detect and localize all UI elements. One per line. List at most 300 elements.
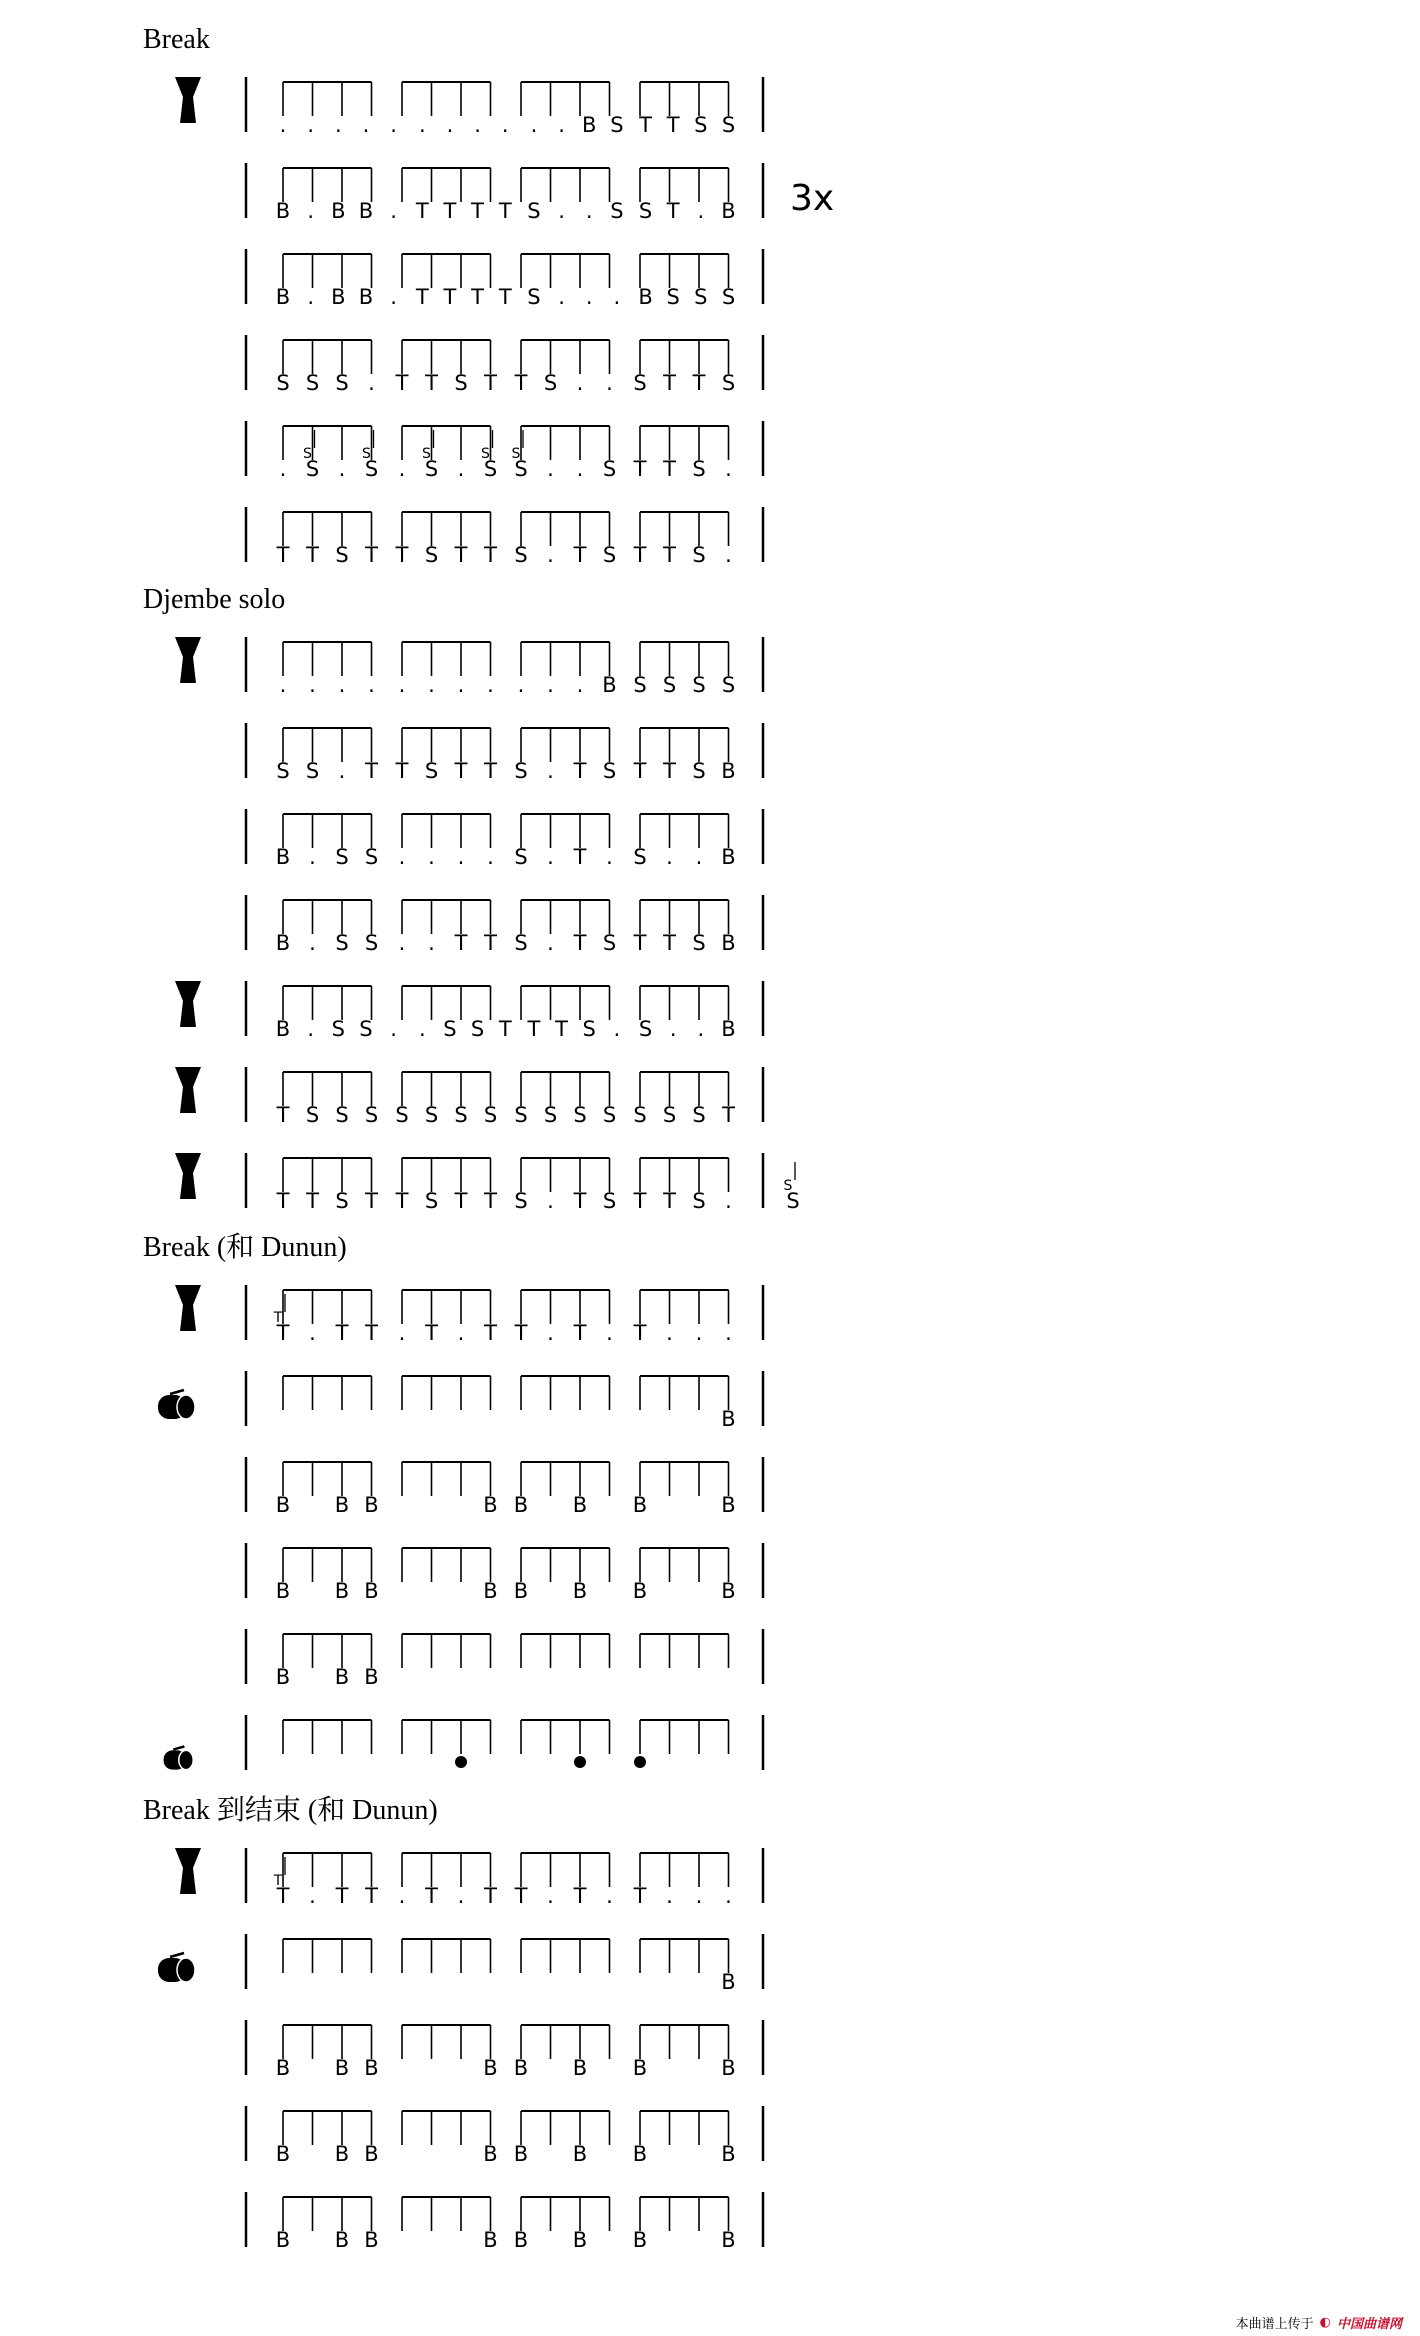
stroke-symbol: S [692,457,706,481]
stroke-symbol: S [276,371,290,395]
stroke-symbol: S [633,845,647,869]
stroke-symbol: S [335,1103,349,1127]
stroke-symbol: S [305,457,320,481]
stroke-symbol: B [364,2228,379,2252]
notation-row [246,421,763,481]
stroke-symbol: B [721,1493,736,1517]
stroke-symbol: S [633,673,647,697]
notation-row [246,163,834,223]
stroke-symbol: S [514,1103,528,1127]
stroke-symbol: . [390,199,397,223]
stroke-symbol: T [395,1189,409,1213]
stroke-symbol: S [359,1017,373,1041]
stroke-symbol: B [513,1579,529,1603]
stroke-symbol: B [721,2142,736,2166]
stroke-symbol: . [530,113,538,137]
stroke-symbol: S [602,759,617,783]
stroke-symbol: B [275,285,291,309]
stroke-symbol: B [275,2228,291,2252]
stroke-symbol: . [398,673,406,697]
stroke-symbol: . [487,673,494,697]
stroke-symbol: T [365,1189,378,1213]
stroke-symbol: . [666,845,673,869]
stroke-symbol: S [694,113,708,137]
stroke-symbol: T [306,1189,319,1213]
stroke-symbol: . [725,1884,732,1908]
stroke-symbol: . [307,1017,314,1041]
stroke-symbol: . [338,673,346,697]
stroke-symbol: . [547,457,554,481]
stroke-symbol: . [368,371,375,395]
djembe-icon [175,77,201,123]
stroke-symbol: T [365,1321,378,1345]
stroke-symbol: . [307,113,314,137]
stroke-symbol: T [454,931,468,955]
stroke-symbol: T [484,543,497,567]
footer [1236,2313,1402,2332]
stroke-symbol: T [722,1103,735,1127]
stroke-symbol: T [498,1017,512,1041]
stroke-symbol: B [364,2056,379,2080]
stroke-symbol: B [275,2142,291,2166]
stroke-symbol: . [398,931,406,955]
grace-note: S [422,446,431,462]
dunun-icon [158,1390,195,1419]
stroke-symbol: . [547,1884,554,1908]
stroke-symbol: T [527,1017,541,1041]
stroke-symbol: T [454,543,468,567]
stroke-symbol: . [338,759,346,783]
notation-row [246,895,763,955]
stroke-symbol: T [365,1884,378,1908]
stroke-symbol: B [721,199,736,223]
stroke-symbol: . [390,285,397,309]
stroke-symbol: T [276,1884,290,1908]
notation-row [246,2106,763,2166]
stroke-symbol: S [364,457,379,481]
section-title: Djembe solo [143,584,286,615]
stroke-symbol: S [602,1103,617,1127]
stroke-symbol: B [513,2228,529,2252]
stroke-symbol: . [558,199,565,223]
stroke-symbol: . [613,1017,621,1041]
stroke-symbol: B [721,2056,736,2080]
stroke-symbol: S [721,673,736,697]
stroke-symbol: S [305,1103,320,1127]
stroke-symbol: T [573,1884,587,1908]
stroke-symbol: S [514,543,528,567]
grace-note: S [783,1178,793,1194]
stroke-symbol: S [692,759,706,783]
stroke-symbol: T [484,1189,497,1213]
stroke-symbol: B [572,1493,588,1517]
stroke-symbol: T [692,371,706,395]
grace-note: S [362,446,371,462]
stroke-symbol: S [527,199,541,223]
stroke-symbol: B [721,2228,736,2252]
stroke-symbol: B [275,845,291,869]
dunun-icon [164,1746,194,1769]
stroke-symbol: S [692,1189,706,1213]
stroke-symbol: S [527,285,541,309]
stroke-symbol: . [428,673,435,697]
stroke-symbol: S [424,1103,439,1127]
notation-row [175,77,763,137]
stroke-symbol: . [457,673,465,697]
stroke-symbol: B [513,1493,529,1517]
stroke-symbol: B [572,2056,588,2080]
stroke-symbol: S [395,1103,409,1127]
stroke-symbol: T [573,845,587,869]
stroke-symbol: B [275,1665,291,1689]
stroke-symbol: S [514,931,528,955]
stroke-symbol: T [425,1321,438,1345]
stroke-symbol: S [602,1189,617,1213]
stroke-symbol: B [364,2142,379,2166]
stroke-symbol: B [602,673,617,697]
stroke-symbol: B [275,2056,291,2080]
stroke-symbol: B [331,199,346,223]
stroke-symbol: . [309,1321,316,1345]
stroke-symbol: T [633,1321,647,1345]
stroke-symbol: B [721,931,736,955]
stroke-symbol: . [695,1321,703,1345]
djembe-icon [175,637,201,683]
stroke-symbol: . [362,113,370,137]
stroke-symbol: S [692,1103,706,1127]
stroke-symbol: S [335,1189,349,1213]
stroke-symbol: T [633,931,647,955]
stroke-symbol: T [663,931,676,955]
grace-note: T [273,1873,283,1889]
stroke-symbol: S [424,543,439,567]
stroke-symbol: S [602,457,617,481]
stroke-symbol: S [483,457,498,481]
stroke-symbol: B [721,1407,736,1431]
stroke-symbol: B [483,2056,498,2080]
stroke-symbol: S [305,759,320,783]
grace-note: S [481,446,490,462]
stroke-symbol: S [602,931,617,955]
stroke-symbol: T [573,1189,587,1213]
stroke-symbol: . [695,845,703,869]
site-logo-icon: ◐ [1319,2315,1331,2330]
stroke-symbol: . [613,285,621,309]
stroke-symbol: T [573,1321,587,1345]
stroke-symbol: . [428,931,435,955]
stroke-symbol: T [663,1189,676,1213]
stroke-symbol: T [276,1321,290,1345]
ending-stroke: S [786,1189,800,1213]
djembe-icon [175,1153,201,1199]
stroke-symbol: . [547,1321,554,1345]
stroke-symbol: . [725,543,732,567]
stroke-symbol: T [335,1884,349,1908]
stroke-symbol: B [358,199,374,223]
notation-row [158,1934,763,1994]
stroke-symbol: S [454,371,468,395]
stroke-symbol: . [309,931,316,955]
stroke-symbol: B [331,285,346,309]
grace-note: S [303,446,312,462]
stroke-symbol: S [582,1017,596,1041]
stroke-symbol: B [582,113,597,137]
stroke-symbol: S [305,371,320,395]
stroke-symbol: . [457,457,465,481]
stroke-symbol: T [415,199,429,223]
stroke-symbol: S [364,845,379,869]
stroke-symbol: . [309,1884,316,1908]
notation-row [246,1457,763,1517]
stroke-symbol: . [390,1017,397,1041]
stroke-symbol: B [721,759,736,783]
stroke-symbol: . [398,845,406,869]
stroke-symbol: B [364,1493,379,1517]
stroke-symbol: . [517,673,525,697]
stroke-symbol: T [633,1189,647,1213]
stroke-symbol: T [276,1103,290,1127]
stroke-symbol: B [334,1579,350,1603]
djembe-icon [175,981,201,1027]
stroke-symbol: T [484,1321,497,1345]
stroke-symbol: B [275,1579,291,1603]
stroke-symbol: . [725,457,732,481]
stroke-symbol: B [275,1017,291,1041]
stroke-symbol: T [666,199,680,223]
stroke-symbol: B [483,2142,498,2166]
stroke-symbol: S [335,931,349,955]
section-title: Break 到结束 (和 Dunun) [143,1795,438,1826]
stroke-symbol: . [279,673,287,697]
notation-row [246,249,763,309]
stroke-symbol: . [487,845,494,869]
stroke-symbol: S [454,1103,468,1127]
stroke-symbol: . [457,1884,465,1908]
stroke-symbol: . [368,673,375,697]
stroke-symbol: . [547,673,554,697]
stroke-symbol: T [663,543,676,567]
stroke-symbol: B [334,1665,350,1689]
stroke-symbol: T [484,371,497,395]
stroke-symbol: B [721,1970,736,1994]
notation-row [175,981,763,1041]
stroke-symbol: T [573,759,587,783]
djembe-icon [175,1285,201,1331]
stroke-symbol: S [331,1017,345,1041]
stroke-symbol: S [470,1017,485,1041]
stroke-symbol: S [638,199,653,223]
stroke-symbol: . [428,845,435,869]
stroke-symbol: . [418,1017,426,1041]
stroke-symbol: . [666,1321,673,1345]
djembe-icon [175,1067,201,1113]
stroke-symbol: . [547,1189,554,1213]
stroke-symbol: S [443,1017,457,1041]
notation-row [175,1153,800,1213]
stroke-symbol: S [638,1017,653,1041]
stroke-symbol: S [514,1189,528,1213]
stroke-symbol: T [365,543,378,567]
stroke-symbol: T [443,285,457,309]
stroke-symbol: S [364,931,379,955]
stroke-symbol: . [606,1321,613,1345]
stroke-symbol: T [498,285,512,309]
stroke-symbol: B [632,1579,648,1603]
stroke-symbol: . [398,1884,406,1908]
stroke-symbol: T [471,199,485,223]
stroke-symbol: T [276,543,290,567]
stroke-symbol: S [610,199,624,223]
repeat-marker: 3x [790,178,835,219]
stroke-symbol: B [513,2056,529,2080]
stroke-symbol: B [275,931,291,955]
notation-row [246,507,763,567]
stroke-symbol: . [666,1884,673,1908]
stroke-symbol: . [338,457,346,481]
stroke-symbol: S [721,371,736,395]
stroke-symbol: . [309,673,316,697]
stroke-symbol: T [335,1321,349,1345]
dunun-icon [158,1953,195,1982]
stroke-symbol: . [398,1321,406,1345]
stroke-symbol: T [633,543,647,567]
notation-row [175,637,763,697]
stroke-symbol: T [395,759,409,783]
footer-brand[interactable]: 中国曲谱网 [1336,2317,1402,2332]
stroke-symbol: . [457,845,465,869]
notation-row [246,335,763,395]
stroke-symbol: B [483,1579,498,1603]
stroke-symbol: B [721,845,736,869]
notation-row [175,1848,763,1908]
stroke-symbol: T [639,113,652,137]
stroke-symbol: . [576,457,584,481]
stroke-symbol: T [663,457,676,481]
notation-row [246,723,763,783]
stroke-symbol: B [334,2142,350,2166]
stroke-symbol: T [663,759,676,783]
stroke-symbol: S [694,285,708,309]
stroke-symbol: S [633,371,647,395]
stroke-symbol: B [632,2228,648,2252]
stroke-symbol: T [276,1189,290,1213]
stroke-symbol: S [602,543,617,567]
stroke-symbol: S [633,1103,647,1127]
notation-row [175,1067,763,1127]
stroke-symbol: B [364,1579,379,1603]
stroke-symbol: S [424,1189,439,1213]
stroke-symbol: T [484,1884,497,1908]
stroke-symbol: S [543,371,558,395]
stroke-symbol: S [364,1103,379,1127]
stroke-symbol: T [471,285,485,309]
stroke-symbol: T [306,543,319,567]
stroke-symbol: B [334,2228,350,2252]
stroke-symbol: T [454,1189,468,1213]
notation-row [246,1543,763,1603]
dunun-bell-note [634,1756,646,1768]
stroke-symbol: . [418,113,426,137]
stroke-symbol: B [358,285,374,309]
stroke-symbol: . [697,199,705,223]
section-title: Break [143,24,210,55]
stroke-symbol: . [606,845,613,869]
stroke-symbol: . [547,543,554,567]
stroke-symbol: . [547,845,554,869]
stroke-symbol: T [484,759,497,783]
stroke-symbol: . [501,113,509,137]
stroke-symbol: . [558,285,565,309]
stroke-symbol: S [483,1103,498,1127]
stroke-symbol: T [573,931,587,955]
stroke-symbol: . [606,371,613,395]
stroke-symbol: . [307,285,314,309]
stroke-symbol: S [335,371,349,395]
stroke-symbol: S [543,1103,558,1127]
stroke-symbol: T [425,1884,438,1908]
grace-note: S [511,446,521,462]
stroke-symbol: B [632,2056,648,2080]
stroke-symbol: T [633,457,647,481]
stroke-symbol: B [275,199,291,223]
notation-row [246,1629,763,1689]
stroke-symbol: . [279,457,287,481]
stroke-symbol: T [514,371,528,395]
stroke-symbol: . [398,457,406,481]
stroke-symbol: T [425,371,438,395]
stroke-symbol: B [721,1579,736,1603]
stroke-symbol: . [558,113,565,137]
stroke-symbol: T [633,1884,647,1908]
stroke-symbol: B [334,2056,350,2080]
stroke-symbol: . [307,199,314,223]
stroke-symbol: . [390,113,397,137]
stroke-symbol: B [632,2142,648,2166]
stroke-symbol: . [576,371,584,395]
notation-row [246,2020,763,2080]
stroke-symbol: T [633,759,647,783]
stroke-symbol: . [585,285,593,309]
notation-row [246,809,763,869]
stroke-symbol: T [573,543,587,567]
stroke-symbol: B [364,1665,379,1689]
djembe-icon [175,1848,201,1894]
stroke-symbol: . [446,113,454,137]
stroke-symbol: . [697,1017,705,1041]
stroke-symbol: T [555,1017,568,1041]
stroke-symbol: B [483,2228,498,2252]
stroke-symbol: B [572,2228,588,2252]
stroke-symbol: S [424,759,439,783]
stroke-symbol: B [275,1493,291,1517]
stroke-symbol: . [547,931,554,955]
stroke-symbol: T [415,285,429,309]
stroke-symbol: B [572,2142,588,2166]
stroke-symbol: S [692,543,706,567]
stroke-symbol: T [663,371,676,395]
stroke-symbol: S [666,285,680,309]
stroke-symbol: . [309,845,316,869]
section-title: Break (和 Dunun) [143,1232,347,1263]
stroke-symbol: T [666,113,680,137]
stroke-symbol: T [514,1884,528,1908]
stroke-symbol: S [514,759,528,783]
stroke-symbol: . [695,1884,703,1908]
stroke-symbol: . [585,199,593,223]
stroke-symbol: T [395,543,409,567]
stroke-symbol: B [632,1493,648,1517]
stroke-symbol: B [483,1493,498,1517]
